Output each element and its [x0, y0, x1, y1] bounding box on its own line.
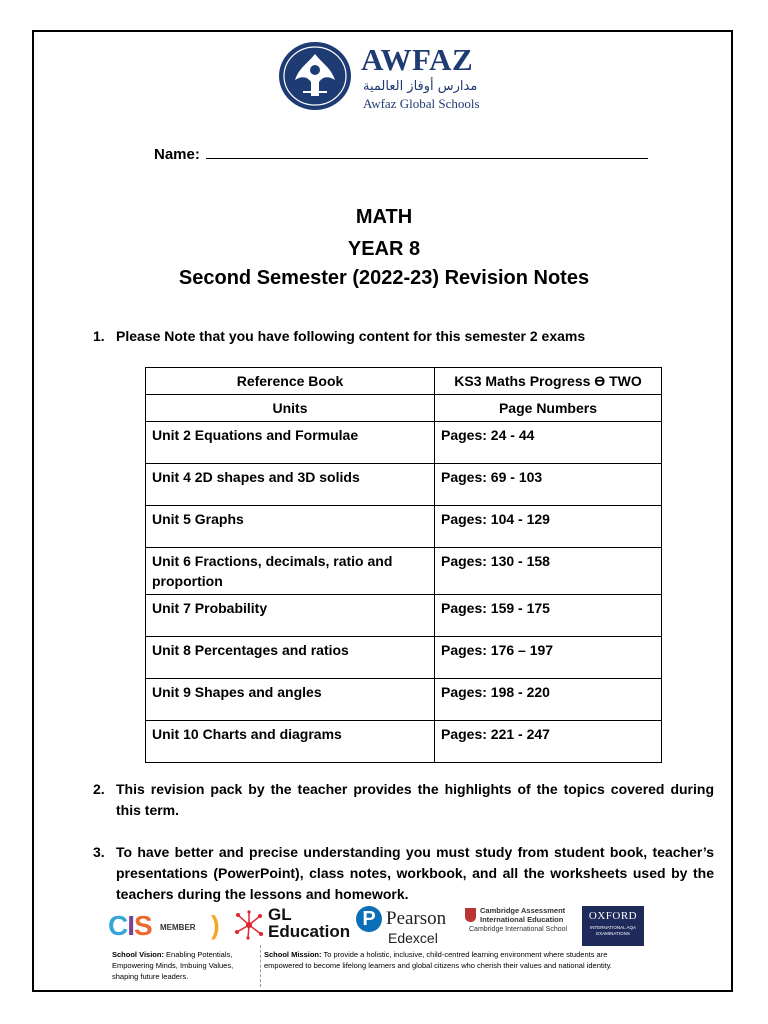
- name-field-row: [154, 144, 648, 163]
- cambridge-wordmark: [480, 906, 565, 924]
- note-text: To have better and precise understanding you must study from student book, teacher’s presentations (PowerPoint), class notes, workbook, and all the worksheets used by the teachers during the lessons and homework.: [116, 844, 714, 902]
- year-title: YEAR 8: [347, 238, 421, 260]
- gl-wordmark: [268, 906, 350, 940]
- pages-cell: Pages: 104 - 129: [435, 506, 662, 548]
- pages-cell: Pages: 198 - 220: [435, 679, 662, 721]
- gl-network-icon: [234, 910, 264, 940]
- table-row: [146, 721, 662, 763]
- mission-text: To provide a holistic, inclusive, child-centred learning environment where students are empowered to become lifelong learners and global citizens who cherish their values and national identity.: [264, 950, 612, 970]
- oxford-logo: [582, 906, 644, 946]
- unit-cell: Unit 10 Charts and diagrams: [146, 721, 435, 763]
- name-label: Name:: [154, 146, 200, 163]
- vision-text: Enabling Potentials, Empowering Minds, Imbuing Values, shaping future leaders.: [112, 950, 234, 981]
- cis-logo: [108, 906, 224, 946]
- note-number: 1.: [93, 328, 105, 344]
- unit-cell: Unit 5 Graphs: [146, 506, 435, 548]
- note-text: This revision pack by the teacher provides the highlights of the topics covered during this term.: [116, 781, 714, 818]
- note-item: [93, 326, 714, 347]
- table-row: [146, 506, 662, 548]
- note-number: 2.: [93, 781, 105, 797]
- content-table: [145, 367, 662, 763]
- oxford-subtitle: INTERNATIONAL AQA EXAMINATIONS: [589, 925, 636, 936]
- table-row: [146, 637, 662, 679]
- note-text: Please Note that you have following content for this semester 2 exams: [116, 328, 586, 344]
- table-header-row: [146, 368, 662, 395]
- gl-line2: Education: [268, 922, 351, 941]
- table-row: [146, 595, 662, 637]
- table-row: [146, 422, 662, 464]
- table-row: [146, 464, 662, 506]
- cambridge-logo: [465, 906, 575, 946]
- pages-cell: Pages: 176 – 197: [435, 637, 662, 679]
- pages-cell: Pages: 130 - 158: [435, 548, 662, 595]
- pearson-logo: [356, 906, 460, 946]
- gl-education-logo: [234, 906, 352, 946]
- table-row: [146, 679, 662, 721]
- cis-bracket-icon: ): [211, 910, 220, 940]
- edexcel-wordmark: Edexcel: [388, 930, 438, 946]
- school-name-logo: AWFAZ: [361, 42, 474, 77]
- school-logo: [277, 40, 527, 114]
- table-header-cell: Units: [146, 395, 435, 422]
- school-name-arabic: مدارس أوفاز العالمية: [363, 79, 478, 94]
- gl-line1: GL: [268, 905, 292, 924]
- school-mission: [260, 945, 644, 987]
- pearson-p-icon: P: [356, 906, 382, 932]
- cambridge-line3: Cambridge International School: [469, 926, 568, 933]
- vision-label: School Vision:: [112, 950, 164, 959]
- school-name-english: Awfaz Global Schools: [363, 96, 480, 111]
- pages-cell: Pages: 159 - 175: [435, 595, 662, 637]
- vision-mission-box: [108, 945, 644, 987]
- table-row: [146, 548, 662, 595]
- cis-wordmark: CIS: [108, 910, 152, 941]
- unit-cell: Unit 9 Shapes and angles: [146, 679, 435, 721]
- accreditation-logos: [108, 906, 644, 946]
- name-blank-line: [206, 144, 648, 159]
- note-number: 3.: [93, 844, 105, 860]
- semester-title: Second Semester (2022-23) Revision Notes: [178, 267, 590, 289]
- cambridge-line2: International Education: [480, 915, 564, 924]
- subject-title: MATH: [355, 206, 413, 228]
- school-vision: [112, 949, 252, 982]
- pages-cell: Pages: 221 - 247: [435, 721, 662, 763]
- mission-label: School Mission:: [264, 950, 322, 959]
- pages-cell: Pages: 24 - 44: [435, 422, 662, 464]
- cambridge-shield-icon: [465, 908, 476, 922]
- note-item: [93, 842, 714, 905]
- table-header-cell: KS3 Maths Progress Ɵ TWO: [435, 368, 662, 395]
- table-header-row: [146, 395, 662, 422]
- table-header-cell: Reference Book: [146, 368, 435, 395]
- cambridge-line1: Cambridge Assessment: [480, 906, 566, 915]
- table-header-cell: Page Numbers: [435, 395, 662, 422]
- note-item: [93, 779, 714, 821]
- unit-cell: Unit 4 2D shapes and 3D solids: [146, 464, 435, 506]
- unit-cell: Unit 7 Probability: [146, 595, 435, 637]
- pearson-wordmark: Pearson: [386, 908, 447, 929]
- unit-cell: Unit 8 Percentages and ratios: [146, 637, 435, 679]
- cis-member-label: MEMBER: [160, 923, 196, 932]
- unit-cell: Unit 6 Fractions, decimals, ratio and proportion: [146, 548, 435, 595]
- unit-cell: Unit 2 Equations and Formulae: [146, 422, 435, 464]
- oxford-wordmark: OXFORD: [588, 910, 638, 922]
- school-seal-icon: [277, 40, 353, 112]
- pages-cell: Pages: 69 - 103: [435, 464, 662, 506]
